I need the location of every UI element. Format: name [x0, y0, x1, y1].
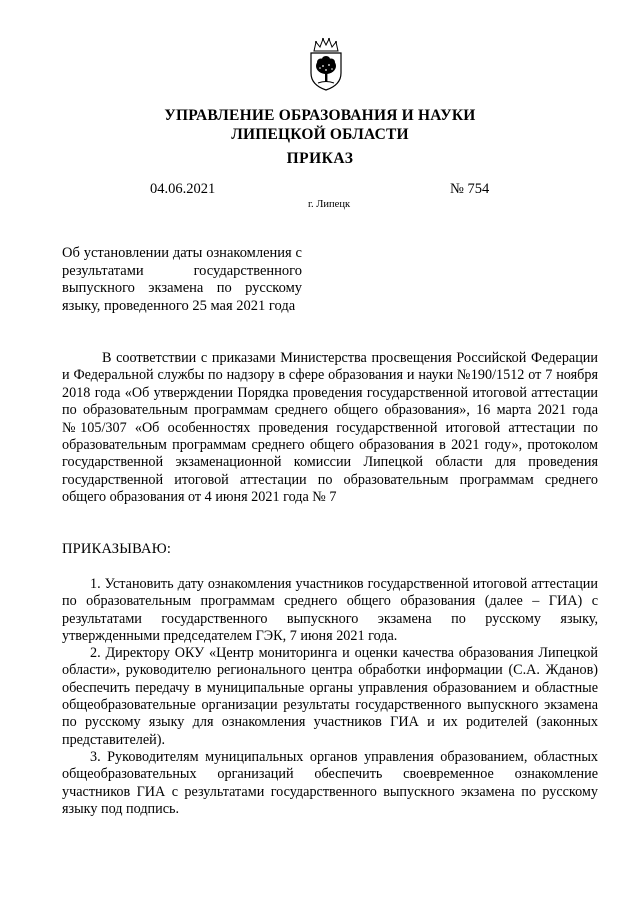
preamble-paragraph: В соответствии с приказами Министерства просвещения Российской Федерации и Федеральной службы по надзору в сфере образования и науки №190/1512 от 7 ноября 2018 года «Об утверждении Порядка проведения государственной итоговой аттестации по образовательным программам среднего общего образования», 16 марта 2021 года №105/307 «Об особенностях проведения государственной итоговой аттестации по образовательным программам среднего общего образования в 2021 году», протоколом государственной экзаменационной комиссии Липецкой области для проведения государственной итоговой аттестации по образовательным программам среднего общего образования от 4 июня 2021 года № 7 [62, 350, 598, 506]
document-city: г. Липецк [307, 199, 351, 210]
order-items-list [62, 576, 598, 818]
document-type-title: ПРИКАЗ [286, 150, 354, 167]
order-item-3: 3. Руководителям муниципальных органов управления образованием, областных общеобразовательных организаций обеспечить своевременное ознакомление участников ГИА с результатами государственного выпускного экзамена по русскому языку под подпись. [62, 748, 598, 817]
order-keyword: ПРИКАЗЫВАЮ: [62, 541, 172, 557]
org-name-line1: УПРАВЛЕНИЕ ОБРАЗОВАНИЯ И НАУКИ [164, 107, 476, 124]
coat-of-arms-emblem [304, 37, 348, 91]
org-name-line2: ЛИПЕЦКОЙ ОБЛАСТИ [231, 126, 409, 143]
document-subject: Об установлении даты ознакомления с результатами государственного выпускного экзамена по русскому языку, проведенного 25 мая 2021 года [62, 245, 302, 314]
order-item-1: 1. Установить дату ознакомления участников государственной итоговой аттестации по образовательным программам среднего общего образования (далее – ГИА) с результатами государственного выпускного экзамена по русскому языку, утвержденными председателем ГЭК, 7 июня 2021 года. [62, 576, 598, 644]
document-date: 04.06.2021 [150, 181, 216, 197]
order-item-2: 2. Директору ОКУ «Центр мониторинга и оценки качества образования Липецкой области», руководителю регионального центра обработки информации (С.А. Жданов) обеспечить передачу в муниципальные органы управления образованием и областные общеобразовательные организации результаты государственного выпускного экзамена по русскому языку для ознакомления участников ГИА и их родителей (законных представителей). [62, 645, 598, 748]
document-number: № 754 [450, 181, 490, 197]
